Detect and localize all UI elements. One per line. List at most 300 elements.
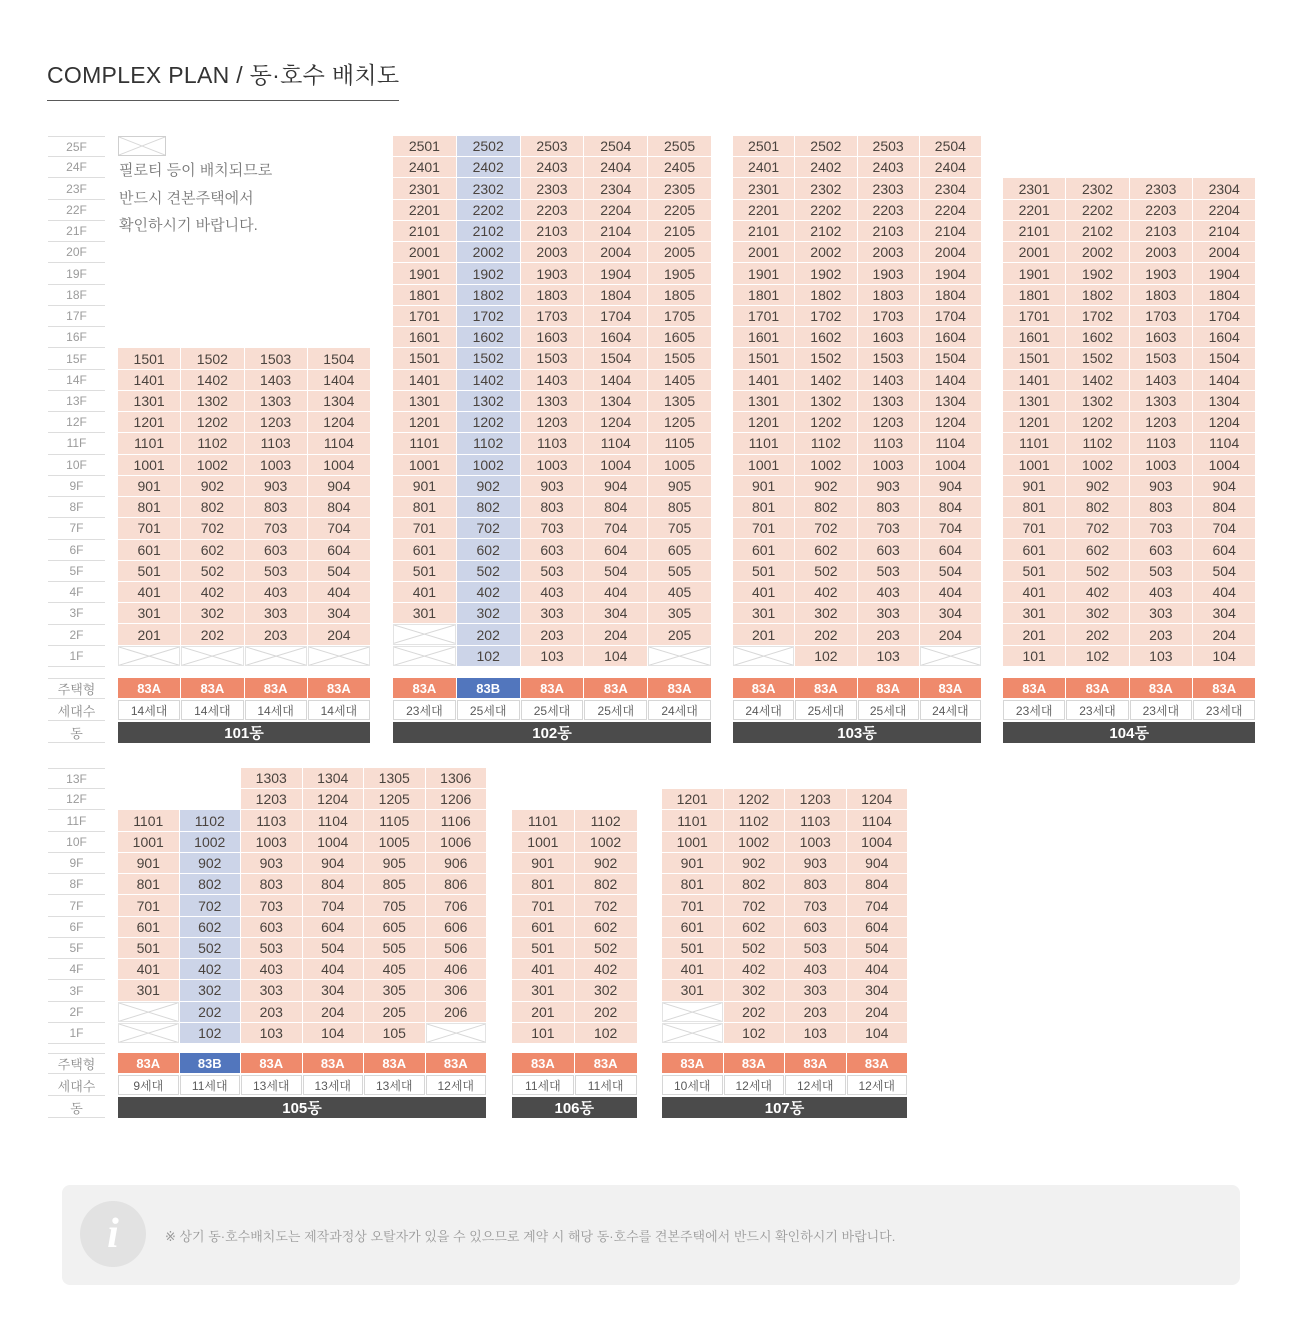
unit-cell: 403	[241, 959, 302, 979]
unit-cell: 903	[245, 476, 307, 496]
unit-cell: 1102	[575, 810, 637, 830]
side-label: 동	[48, 1097, 105, 1118]
unit-cell: 2103	[521, 221, 584, 241]
unit-cell: 1804	[584, 285, 647, 305]
unit-cell: 801	[733, 497, 794, 517]
unit-cell: 1304	[1193, 391, 1255, 411]
unit-cell: 303	[241, 980, 302, 1000]
unit-cell: 803	[521, 497, 584, 517]
unit-cell: 1705	[648, 306, 711, 326]
unit-cell: 504	[1193, 561, 1255, 581]
legend-note-line: 필로티 등이 배치되므로	[119, 162, 273, 179]
unit-cell: 602	[1066, 539, 1128, 559]
unit-cell: 1203	[521, 412, 584, 432]
type-row	[118, 678, 370, 698]
unit-cell: 501	[393, 561, 456, 581]
unit-cell: 1803	[521, 285, 584, 305]
unit-cell: 803	[785, 874, 846, 894]
households-cell: 25세대	[584, 700, 647, 720]
unit-cell: 2505	[648, 136, 711, 156]
side-label: 세대수	[48, 1075, 105, 1096]
unit-cell: 605	[364, 917, 425, 937]
unit-cell: 2002	[1066, 242, 1128, 262]
unit-cell: 1801	[1003, 285, 1065, 305]
floor-label: 13F	[48, 768, 105, 789]
unit-cell: 301	[662, 980, 723, 1000]
unit-cell: 102	[795, 646, 856, 666]
unit-cell: 606	[426, 917, 487, 937]
type-cell: 83A	[303, 1053, 364, 1073]
unit-cell: 403	[245, 582, 307, 602]
unit-cell: 604	[308, 540, 370, 560]
unit-cell: 1103	[858, 433, 919, 453]
unit-cell: 1003	[245, 455, 307, 475]
floor-label: 4F	[48, 582, 105, 603]
unit-cell: 403	[521, 582, 584, 602]
unit-cell: 902	[795, 476, 856, 496]
unit-cell: 604	[920, 539, 981, 559]
unit-cell: 2501	[733, 136, 794, 156]
legend-note	[119, 157, 272, 240]
x-cell	[118, 646, 180, 666]
unit-cell: 805	[648, 497, 711, 517]
unit-cell: 2001	[1003, 242, 1065, 262]
unit-cell: 405	[648, 582, 711, 602]
households-cell: 23세대	[1066, 700, 1128, 720]
unit-cell: 601	[512, 917, 574, 937]
unit-cell: 801	[118, 874, 179, 894]
unit-cell: 704	[584, 518, 647, 538]
floor-label: 23F	[48, 178, 105, 199]
unit-cell: 1702	[1066, 306, 1128, 326]
unit-cell: 1004	[847, 832, 908, 852]
unit-cell: 605	[648, 539, 711, 559]
unit-cell: 401	[512, 959, 574, 979]
unit-cell: 1801	[733, 285, 794, 305]
building-grid	[733, 136, 981, 666]
unit-cell: 2402	[795, 157, 856, 177]
unit-cell: 1504	[308, 348, 370, 368]
unit-cell: 1502	[1066, 348, 1128, 368]
households-cell: 13세대	[364, 1075, 425, 1095]
unit-cell: 501	[662, 938, 723, 958]
unit-cell: 1002	[181, 455, 243, 475]
unit-cell: 403	[858, 582, 919, 602]
households-cell: 13세대	[241, 1075, 302, 1095]
unit-cell: 1304	[920, 391, 981, 411]
unit-cell: 301	[393, 603, 456, 623]
unit-cell: 704	[847, 895, 908, 915]
unit-cell: 2203	[521, 200, 584, 220]
type-cell: 83A	[724, 1053, 785, 1073]
type-cell: 83A	[1193, 678, 1255, 698]
unit-cell: 1403	[245, 370, 307, 390]
unit-cell: 1201	[393, 412, 456, 432]
unit-cell: 705	[364, 895, 425, 915]
unit-cell: 706	[426, 895, 487, 915]
unit-cell: 1903	[521, 263, 584, 283]
unit-cell: 2204	[920, 200, 981, 220]
unit-cell: 1404	[584, 370, 647, 390]
info-icon	[80, 1201, 146, 1267]
unit-cell: 104	[1193, 646, 1255, 666]
unit-cell: 1402	[795, 370, 856, 390]
unit-cell: 704	[308, 518, 370, 538]
unit-cell: 1002	[1066, 455, 1128, 475]
unit-cell: 1401	[733, 370, 794, 390]
unit-cell: 101	[512, 1023, 574, 1043]
unit-cell: 1202	[1066, 412, 1128, 432]
unit-cell: 505	[364, 938, 425, 958]
unit-cell: 1404	[920, 370, 981, 390]
unit-cell: 1804	[920, 285, 981, 305]
unit-cell: 1402	[457, 370, 520, 390]
unit-cell: 1104	[920, 433, 981, 453]
unit-cell: 1105	[364, 810, 425, 830]
unit-cell: 204	[584, 624, 647, 644]
unit-cell: 1001	[393, 455, 456, 475]
households-row	[393, 700, 711, 720]
unit-cell: 501	[118, 561, 180, 581]
unit-cell: 2102	[1066, 221, 1128, 241]
unit-cell: 1102	[181, 433, 243, 453]
households-cell: 12세대	[785, 1075, 846, 1095]
unit-cell: 804	[584, 497, 647, 517]
x-cell	[662, 1002, 723, 1022]
floor-label: 15F	[48, 348, 105, 369]
unit-cell: 1502	[181, 348, 243, 368]
unit-cell: 1203	[785, 789, 846, 809]
unit-cell: 501	[1003, 561, 1065, 581]
unit-cell: 702	[1066, 518, 1128, 538]
unit-cell: 2101	[1003, 221, 1065, 241]
unit-cell: 2304	[920, 178, 981, 198]
unit-cell: 2004	[1193, 242, 1255, 262]
building-name-bar: 107동	[662, 1097, 907, 1118]
unit-cell: 1303	[521, 391, 584, 411]
unit-cell: 404	[847, 959, 908, 979]
unit-cell: 402	[457, 582, 520, 602]
type-cell: 83A	[512, 1053, 574, 1073]
unit-cell: 203	[241, 1002, 302, 1022]
unit-cell: 701	[1003, 518, 1065, 538]
x-cell	[662, 1023, 723, 1043]
unit-cell: 904	[308, 476, 370, 496]
unit-cell: 2304	[584, 178, 647, 198]
unit-cell: 1905	[648, 263, 711, 283]
unit-cell: 602	[795, 539, 856, 559]
type-row	[512, 1053, 637, 1073]
unit-cell: 601	[118, 917, 179, 937]
unit-cell: 1702	[795, 306, 856, 326]
unit-cell: 1402	[1066, 370, 1128, 390]
unit-cell: 303	[521, 603, 584, 623]
unit-cell: 204	[303, 1002, 364, 1022]
unit-cell: 1303	[245, 391, 307, 411]
unit-cell: 406	[426, 959, 487, 979]
unit-cell: 804	[920, 497, 981, 517]
unit-cell: 502	[724, 938, 785, 958]
type-row	[733, 678, 981, 698]
type-cell: 83B	[180, 1053, 241, 1073]
side-label: 주택형	[48, 1053, 105, 1074]
unit-cell: 402	[181, 582, 243, 602]
type-row	[662, 1053, 907, 1073]
unit-cell: 702	[181, 518, 243, 538]
unit-cell: 903	[241, 853, 302, 873]
unit-cell: 102	[1066, 646, 1128, 666]
unit-cell: 603	[785, 917, 846, 937]
type-cell: 83A	[733, 678, 794, 698]
unit-cell: 402	[724, 959, 785, 979]
households-cell: 25세대	[858, 700, 919, 720]
unit-cell: 1701	[393, 306, 456, 326]
unit-cell: 1803	[1130, 285, 1192, 305]
unit-cell: 901	[118, 476, 180, 496]
unit-cell: 1901	[393, 263, 456, 283]
unit-cell: 2305	[648, 178, 711, 198]
unit-cell: 602	[180, 917, 241, 937]
unit-cell: 206	[426, 1002, 487, 1022]
unit-cell: 402	[180, 959, 241, 979]
unit-cell: 802	[1066, 497, 1128, 517]
unit-cell: 302	[575, 980, 637, 1000]
unit-cell: 205	[648, 624, 711, 644]
unit-cell: 2401	[393, 157, 456, 177]
unit-cell: 803	[245, 497, 307, 517]
unit-cell: 604	[847, 917, 908, 937]
unit-cell: 2102	[457, 221, 520, 241]
unit-cell: 1703	[858, 306, 919, 326]
unit-cell: 1002	[724, 832, 785, 852]
unit-cell: 1202	[181, 412, 243, 432]
households-cell: 14세대	[308, 700, 370, 720]
type-row	[118, 1053, 486, 1073]
unit-cell: 101	[1003, 646, 1065, 666]
unit-cell: 803	[858, 497, 919, 517]
unit-cell: 302	[180, 980, 241, 1000]
side-label: 세대수	[48, 700, 105, 721]
unit-cell: 2002	[795, 242, 856, 262]
households-cell: 25세대	[521, 700, 584, 720]
floor-label: 6F	[48, 917, 105, 938]
households-cell: 11세대	[575, 1075, 637, 1095]
unit-cell: 103	[1130, 646, 1192, 666]
unit-cell: 702	[457, 518, 520, 538]
unit-cell: 804	[1193, 497, 1255, 517]
type-cell: 83A	[364, 1053, 425, 1073]
unit-cell: 802	[457, 497, 520, 517]
unit-cell: 1004	[584, 455, 647, 475]
households-cell: 24세대	[920, 700, 981, 720]
unit-cell: 1205	[648, 412, 711, 432]
unit-cell: 1302	[1066, 391, 1128, 411]
building-grid	[118, 768, 486, 1043]
unit-cell: 2503	[521, 136, 584, 156]
building-grid	[118, 348, 370, 666]
households-cell: 23세대	[1193, 700, 1255, 720]
unit-cell: 1604	[584, 327, 647, 347]
unit-cell: 703	[858, 518, 919, 538]
unit-cell: 602	[181, 540, 243, 560]
unit-cell: 1803	[858, 285, 919, 305]
unit-cell: 906	[426, 853, 487, 873]
unit-cell: 2303	[521, 178, 584, 198]
unit-cell: 2503	[858, 136, 919, 156]
unit-cell: 1801	[393, 285, 456, 305]
unit-cell: 1503	[245, 348, 307, 368]
unit-cell: 1301	[733, 391, 794, 411]
unit-cell: 505	[648, 561, 711, 581]
unit-cell: 801	[1003, 497, 1065, 517]
type-cell: 83A	[795, 678, 856, 698]
unit-cell: 1102	[795, 433, 856, 453]
unit-cell: 1301	[118, 391, 180, 411]
type-cell: 83A	[241, 1053, 302, 1073]
floor-label: 25F	[48, 136, 105, 157]
unit-cell: 2404	[584, 157, 647, 177]
unit-cell: 201	[118, 624, 180, 644]
households-cell: 23세대	[393, 700, 456, 720]
unit-cell: 1203	[858, 412, 919, 432]
unit-cell: 203	[1130, 624, 1192, 644]
type-cell: 83A	[584, 678, 647, 698]
unit-cell: 2004	[584, 242, 647, 262]
empty-cell	[180, 789, 241, 809]
unit-cell: 1704	[1193, 306, 1255, 326]
unit-cell: 2101	[393, 221, 456, 241]
unit-cell: 703	[521, 518, 584, 538]
unit-cell: 304	[920, 603, 981, 623]
unit-cell: 401	[662, 959, 723, 979]
unit-cell: 1106	[426, 810, 487, 830]
unit-cell: 1703	[1130, 306, 1192, 326]
unit-cell: 1101	[662, 810, 723, 830]
floor-label: 2F	[48, 625, 105, 646]
unit-cell: 303	[858, 603, 919, 623]
floor-label: 11F	[48, 810, 105, 831]
x-cell	[245, 646, 307, 666]
households-cell: 25세대	[457, 700, 520, 720]
unit-cell: 701	[393, 518, 456, 538]
unit-cell: 2003	[521, 242, 584, 262]
floor-label: 14F	[48, 370, 105, 391]
unit-cell: 1602	[457, 327, 520, 347]
unit-cell: 1701	[733, 306, 794, 326]
unit-cell: 601	[733, 539, 794, 559]
unit-cell: 1204	[584, 412, 647, 432]
unit-cell: 401	[118, 582, 180, 602]
floor-label: 1F	[48, 646, 105, 667]
unit-cell: 601	[662, 917, 723, 937]
floor-label: 12F	[48, 789, 105, 810]
type-cell: 83A	[575, 1053, 637, 1073]
unit-cell: 2205	[648, 200, 711, 220]
x-cell	[733, 646, 794, 666]
unit-cell: 301	[118, 603, 180, 623]
floor-label: 6F	[48, 540, 105, 561]
unit-cell: 1204	[920, 412, 981, 432]
x-cell	[118, 1002, 179, 1022]
unit-cell: 2302	[1066, 178, 1128, 198]
unit-cell: 2005	[648, 242, 711, 262]
unit-cell: 802	[575, 874, 637, 894]
households-cell: 25세대	[795, 700, 856, 720]
unit-cell: 503	[858, 561, 919, 581]
unit-cell: 501	[733, 561, 794, 581]
unit-cell: 2202	[1066, 200, 1128, 220]
unit-cell: 202	[181, 624, 243, 644]
unit-cell: 404	[920, 582, 981, 602]
unit-cell: 1002	[575, 832, 637, 852]
unit-cell: 603	[1130, 539, 1192, 559]
unit-cell: 704	[303, 895, 364, 915]
households-cell: 12세대	[426, 1075, 487, 1095]
x-cell	[393, 624, 456, 644]
unit-cell: 301	[118, 980, 179, 1000]
unit-cell: 904	[584, 476, 647, 496]
unit-cell: 202	[575, 1002, 637, 1022]
floor-label: 16F	[48, 327, 105, 348]
unit-cell: 102	[457, 646, 520, 666]
unit-cell: 1004	[1193, 455, 1255, 475]
unit-cell: 103	[785, 1023, 846, 1043]
unit-cell: 1703	[521, 306, 584, 326]
unit-cell: 903	[521, 476, 584, 496]
floor-label: 21F	[48, 221, 105, 242]
unit-cell: 1003	[1130, 455, 1192, 475]
unit-cell: 903	[1130, 476, 1192, 496]
unit-cell: 704	[920, 518, 981, 538]
unit-cell: 1304	[308, 391, 370, 411]
unit-cell: 701	[118, 895, 179, 915]
unit-cell: 304	[847, 980, 908, 1000]
households-cell: 10세대	[662, 1075, 723, 1095]
unit-cell: 1404	[308, 370, 370, 390]
unit-cell: 104	[303, 1023, 364, 1043]
unit-cell: 802	[181, 497, 243, 517]
unit-cell: 1104	[1193, 433, 1255, 453]
unit-cell: 401	[1003, 582, 1065, 602]
unit-cell: 102	[575, 1023, 637, 1043]
type-cell: 83A	[118, 1053, 179, 1073]
unit-cell: 1201	[1003, 412, 1065, 432]
unit-cell: 1103	[241, 810, 302, 830]
unit-cell: 1904	[920, 263, 981, 283]
floor-label: 7F	[48, 895, 105, 916]
unit-cell: 806	[426, 874, 487, 894]
building-name-bar: 103동	[733, 722, 981, 743]
unit-cell: 1401	[118, 370, 180, 390]
unit-cell: 202	[1066, 624, 1128, 644]
unit-cell: 1605	[648, 327, 711, 347]
unit-cell: 302	[181, 603, 243, 623]
unit-cell: 201	[1003, 624, 1065, 644]
unit-cell: 903	[785, 853, 846, 873]
unit-cell: 1104	[308, 433, 370, 453]
floor-label: 18F	[48, 285, 105, 306]
type-cell: 83A	[245, 678, 307, 698]
unit-cell: 1204	[303, 789, 364, 809]
unit-cell: 2402	[457, 157, 520, 177]
unit-cell: 902	[1066, 476, 1128, 496]
unit-cell: 1603	[858, 327, 919, 347]
unit-cell: 601	[1003, 539, 1065, 559]
unit-cell: 801	[662, 874, 723, 894]
unit-cell: 301	[733, 603, 794, 623]
unit-cell: 404	[584, 582, 647, 602]
unit-cell: 304	[308, 603, 370, 623]
